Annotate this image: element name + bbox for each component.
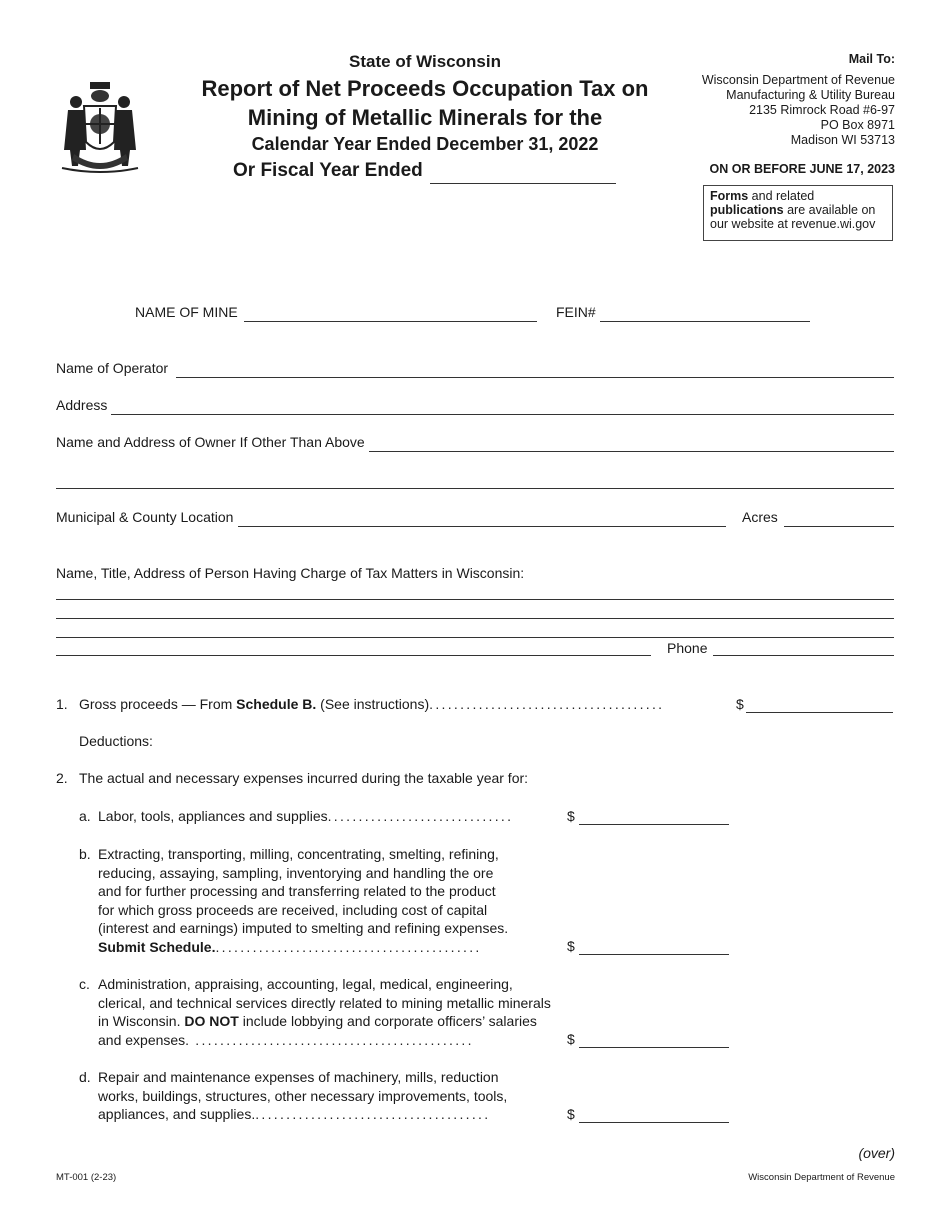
operator-input[interactable] — [176, 377, 894, 378]
mail-to-line: Wisconsin Department of Revenue — [701, 73, 895, 87]
acres-input[interactable] — [784, 526, 894, 527]
item-2c-label: Administration, appraising, accounting, legal, medical, engineering, clerical, and technical services directly related to mining metallic minerals in Wisconsin. DO NOT include lobbying and corporate officers’ salaries and expenses. ............................................. — [98, 976, 551, 1048]
item-2-number: 2. — [56, 770, 68, 786]
tax-person-input-line3[interactable] — [56, 637, 894, 638]
owner-input[interactable] — [369, 451, 894, 452]
mail-to-line: 2135 Rimrock Road #6-97 — [749, 103, 895, 117]
form-title — [180, 74, 670, 132]
calendar-year-heading: Calendar Year Ended December 31, 2022 — [251, 134, 599, 154]
item-2-label: The actual and necessary expenses incurred during the taxable year for: — [79, 770, 529, 786]
item-2c-letter: c. — [79, 976, 90, 992]
item-2d-amount-input[interactable] — [579, 1122, 729, 1123]
municipal-county-input[interactable] — [238, 526, 726, 527]
phone-input[interactable] — [713, 655, 894, 656]
state-heading: State of Wisconsin — [349, 52, 501, 71]
item-2d-dollar: $ — [567, 1106, 575, 1122]
footer-agency: Wisconsin Department of Revenue — [748, 1172, 895, 1183]
tax-person-input-line2[interactable] — [56, 618, 894, 619]
fiscal-year-label: Or Fiscal Year Ended — [233, 160, 423, 181]
item-2c-dollar: $ — [567, 1031, 575, 1047]
item-2b-dollar: $ — [567, 938, 575, 954]
name-of-mine-label: NAME OF MINE — [135, 304, 238, 320]
tax-person-input-line4[interactable] — [56, 655, 651, 656]
item-2a-amount-input[interactable] — [579, 824, 729, 825]
phone-label: Phone — [667, 640, 708, 656]
operator-label: Name of Operator — [56, 360, 169, 376]
forms-info-box: Forms and related publications are available on our website at revenue.wi.gov — [703, 185, 893, 241]
municipal-county-label: Municipal & County Location — [56, 509, 234, 525]
due-date: ON OR BEFORE JUNE 17, 2023 — [709, 162, 895, 176]
item-2a-label: Labor, tools, appliances and supplies.............................. — [98, 808, 514, 824]
item-1-label: Gross proceeds — From Schedule B. (See instructions)...................................... — [79, 696, 665, 712]
mail-to-label: Mail To: — [848, 52, 895, 66]
item-2c-amount-input[interactable] — [579, 1047, 729, 1048]
form-title-line1: Report of Net Proceeds Occupation Tax on — [201, 76, 649, 101]
fein-label: FEIN# — [556, 304, 596, 320]
item-1-number: 1. — [56, 696, 68, 712]
item-2d-label: Repair and maintenance expenses of machinery, mills, reduction works, buildings, structures, other necessary improvements, tools, appliances, and supplies....................................... — [98, 1069, 508, 1122]
wisconsin-state-seal — [54, 80, 146, 175]
mail-to-line: PO Box 8971 — [820, 118, 895, 132]
fiscal-year-input[interactable] — [430, 183, 616, 184]
item-1-dollar: $ — [736, 696, 744, 712]
owner-label: Name and Address of Owner If Other Than Above — [56, 434, 365, 450]
tax-person-label: Name, Title, Address of Person Having Charge of Tax Matters in Wisconsin: — [56, 565, 525, 581]
deductions-heading: Deductions: — [79, 733, 153, 749]
form-title-line2: Mining of Metallic Minerals for the — [247, 105, 603, 130]
tax-person-input-line1[interactable] — [56, 599, 894, 600]
item-2b-label: Extracting, transporting, milling, concentrating, smelting, refining, reducing, assaying, sampling, inventorying and handling the ore and for further processing and transferring related to the product for which gross proceeds are received, including cost of capital (interest and earnings) imputed to smelting and refining expenses. Submit Schedule............................................ — [98, 846, 509, 955]
mail-to-line: Madison WI 53713 — [790, 133, 895, 147]
name-of-mine-input[interactable] — [244, 321, 537, 322]
acres-label: Acres — [742, 509, 778, 525]
address-input[interactable] — [111, 414, 894, 415]
mail-to-block — [702, 52, 895, 148]
fein-input[interactable] — [600, 321, 810, 322]
item-1-amount-input[interactable] — [746, 712, 893, 713]
item-2b-amount-input[interactable] — [579, 954, 729, 955]
mail-to-line: Manufacturing & Utility Bureau — [726, 88, 895, 102]
item-2d-letter: d. — [79, 1069, 91, 1085]
item-2a-dollar: $ — [567, 808, 575, 824]
owner-input-line2[interactable] — [56, 488, 894, 489]
over-note: (over) — [858, 1145, 895, 1161]
address-label: Address — [56, 397, 108, 413]
item-2a-letter: a. — [79, 808, 91, 824]
item-2b-letter: b. — [79, 846, 91, 862]
form-id: MT-001 (2-23) — [56, 1172, 117, 1183]
